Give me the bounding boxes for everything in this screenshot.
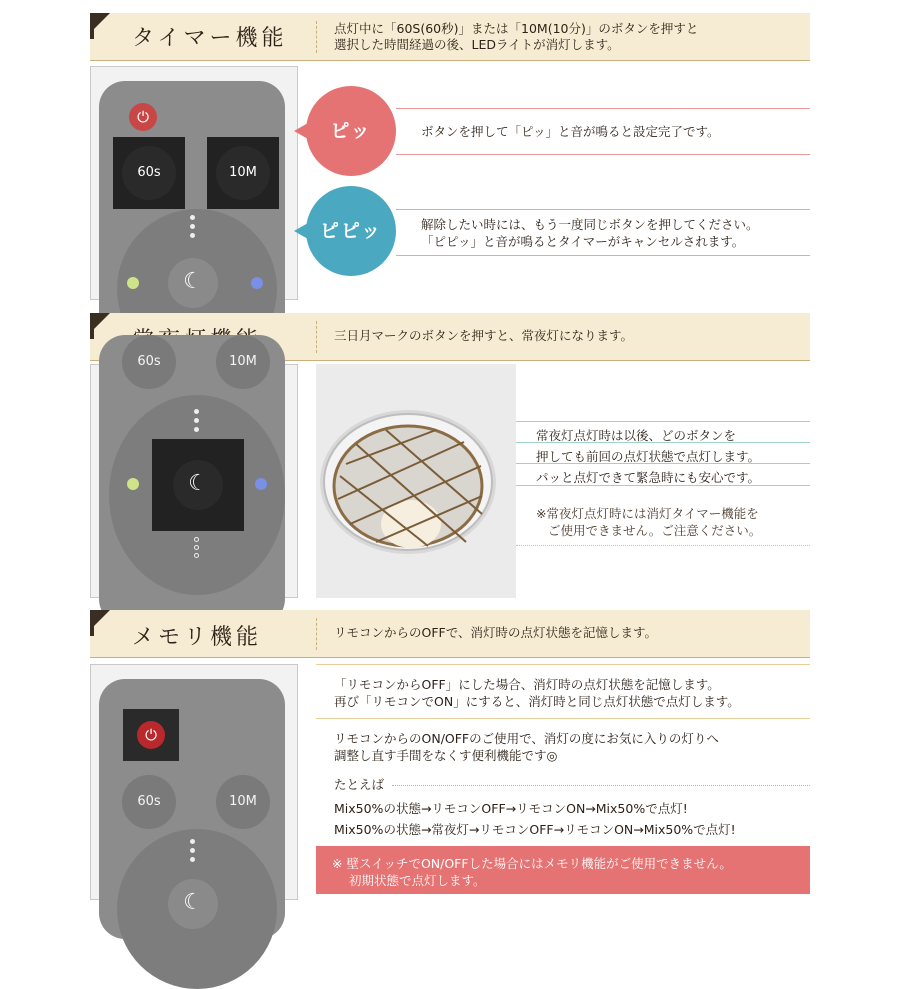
ceiling-light-graphic xyxy=(316,364,516,598)
header-separator xyxy=(316,618,317,650)
pipi-bubble-label: ピピッ xyxy=(319,220,383,242)
pipi-bubble xyxy=(306,186,396,276)
power-icon: ⏻ xyxy=(129,103,157,131)
header-corner-triangle xyxy=(90,13,110,33)
crescent-moon-icon: ☾ xyxy=(168,879,218,929)
pi-line-bottom xyxy=(396,154,810,155)
indicator-dot xyxy=(190,215,195,220)
pi-bubble-tail xyxy=(294,123,308,139)
memory-title: メモリ機能 xyxy=(132,625,263,650)
timer-60s-button: 60s xyxy=(122,335,176,389)
pipi-bubble-tail xyxy=(294,223,308,239)
green-dot xyxy=(127,478,139,490)
header-corner-triangle xyxy=(90,313,110,333)
timer-header xyxy=(90,13,810,61)
indicator-dot xyxy=(190,839,195,844)
green-dot xyxy=(127,277,139,289)
indicator-dot xyxy=(194,553,199,558)
memory-example-2: Mix50%の状態→常夜灯→リモコンOFF→リモコンON→Mix50%で点灯! xyxy=(334,822,736,837)
memory-example-1: Mix50%の状態→リモコンOFF→リモコンON→Mix50%で点灯! xyxy=(334,801,688,816)
timer-10m-button: 10M xyxy=(216,335,270,389)
timer-10m-button: 10M xyxy=(216,775,270,829)
memory-paragraph-2 xyxy=(334,730,719,764)
memory-warning-line2: 初期状態で点灯します。 xyxy=(349,873,486,888)
memory-description: リモコンからのOFFで、消灯時の点灯状態を記憶します。 xyxy=(334,625,657,640)
memory-paragraph-1 xyxy=(334,676,740,710)
blue-dot xyxy=(255,478,267,490)
night-note-divider xyxy=(516,545,810,546)
timer-desc-line1: 点灯中に「60S(60秒)」または「10M(10分)」のボタンを押すと xyxy=(334,21,699,36)
pipi-line-top xyxy=(396,209,810,210)
remote-body xyxy=(99,335,285,625)
night-note-line2: ご使用できません。ご注意ください。 xyxy=(548,523,762,538)
memory-header xyxy=(90,610,810,658)
indicator-dot xyxy=(194,418,199,423)
indicator-dot xyxy=(190,224,195,229)
header-separator xyxy=(316,321,317,353)
memory-warning-box xyxy=(316,846,810,894)
memory-examples xyxy=(334,798,736,840)
indicator-dot xyxy=(190,233,195,238)
memory-remote-image xyxy=(90,664,298,915)
memory-line-top xyxy=(316,664,810,665)
pipi-message-line2: 「ピピッ」と音が鳴るとタイマーがキャンセルされます。 xyxy=(421,234,745,249)
pipi-line-bottom xyxy=(396,255,810,256)
indicator-dot xyxy=(190,857,195,862)
crescent-moon-icon: ☾ xyxy=(173,460,223,510)
indicator-dot xyxy=(194,409,199,414)
memory-example-divider xyxy=(392,785,810,786)
header-separator xyxy=(316,21,317,53)
timer-60s-button: 60s xyxy=(122,146,176,200)
pipi-message xyxy=(421,216,759,250)
timer-title: タイマー機能 xyxy=(132,26,288,51)
pi-message: ボタンを押して「ピッ」と音が鳴ると設定完了です。 xyxy=(421,124,720,139)
memory-line-mid xyxy=(316,718,810,719)
pi-bubble xyxy=(306,86,396,176)
header-corner-triangle xyxy=(90,610,110,630)
indicator-dot xyxy=(194,545,199,550)
pi-bubble-label: ピッ xyxy=(330,120,372,142)
memory-p1-line1: 「リモコンからOFF」にした場合、消灯時の点灯状態を記憶します。 xyxy=(334,677,720,692)
memory-example-label: たとえば xyxy=(334,777,385,792)
pipi-message-line1: 解除したい時には、もう一度同じボタンを押してください。 xyxy=(421,217,759,232)
night-text-line3: パッと点灯できて緊急時にも安心です。 xyxy=(536,470,761,485)
memory-p1-line2: 再び「リモコンでON」にすると、消灯時と同じ点灯状態で点灯します。 xyxy=(334,694,740,709)
timer-remote-image xyxy=(90,66,298,300)
memory-p2-line2: 調整し直す手間をなくす便利機能です◎ xyxy=(334,748,558,763)
memory-warning-line1: ※ 壁スイッチでON/OFFした場合にはメモリ機能がご使用できません。 xyxy=(332,856,732,871)
timer-60s-button: 60s xyxy=(122,775,176,829)
timer-desc-line2: 選択した時間経過の後、LEDライトが消灯します。 xyxy=(334,37,620,52)
pi-line-top xyxy=(396,108,810,109)
power-icon: ⏻ xyxy=(137,721,165,749)
night-line-1 xyxy=(516,421,810,422)
night-note xyxy=(536,505,761,539)
indicator-dot xyxy=(194,427,199,432)
night-remote-image xyxy=(90,354,298,598)
remote-body xyxy=(99,679,285,939)
night-text-line1: 常夜灯点灯時は以後、どのボタンを xyxy=(536,428,737,443)
timer-10m-button: 10M xyxy=(216,146,270,200)
indicator-dot xyxy=(190,848,195,853)
night-text-line2: 押しても前回の点灯状態で点灯します。 xyxy=(536,449,761,464)
crescent-moon-icon: ☾ xyxy=(168,258,218,308)
night-note-line1: ※常夜灯点灯時には消灯タイマー機能を xyxy=(536,506,759,521)
memory-p2-line1: リモコンからのON/OFFのご使用で、消灯の度にお気に入りの灯りへ xyxy=(334,731,719,746)
ceiling-light-photo xyxy=(316,364,516,598)
timer-description xyxy=(334,21,698,53)
blue-dot xyxy=(251,277,263,289)
night-description: 三日月マークのボタンを押すと、常夜灯になります。 xyxy=(334,328,634,343)
night-description-text xyxy=(536,425,760,488)
remote-body xyxy=(99,81,285,341)
indicator-dot xyxy=(194,537,199,542)
